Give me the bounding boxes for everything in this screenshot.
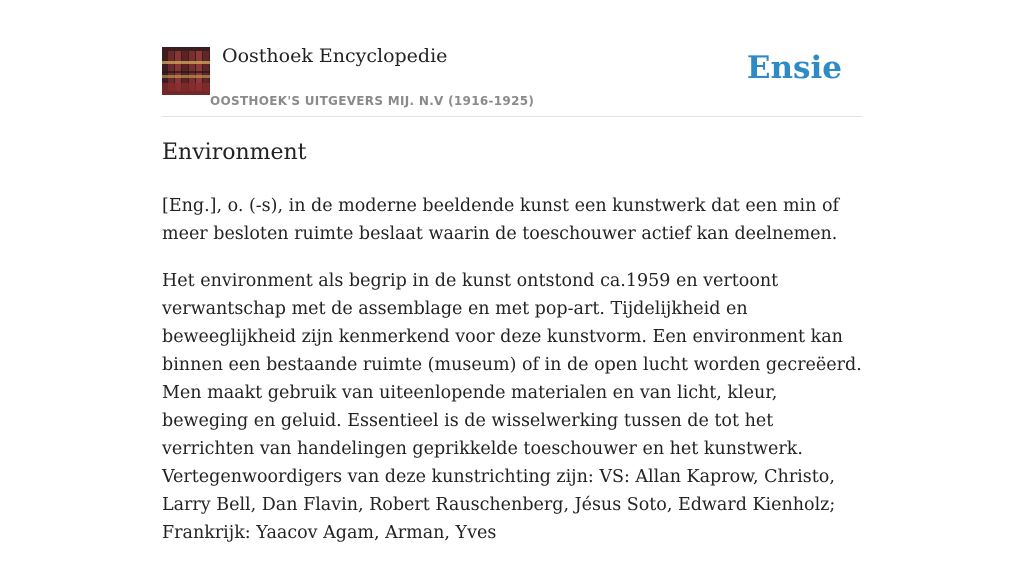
ensie-logo-link[interactable]: Ensie <box>746 50 842 86</box>
article-body <box>162 192 862 566</box>
article-paragraph: [Eng.], o. (-s), in de moderne beeldende kunst een kunstwerk dat een min of meer besloten ruimte beslaat waarin de toeschouwer actief kan deelnemen. <box>162 196 839 244</box>
source-name[interactable]: Oosthoek Encyclopedie <box>222 45 448 67</box>
article-paragraph: Het environment als begrip in de kunst ontstond ca.1959 en vertoont verwantschap met de assemblage en met pop-art. Tijdelijkheid en beweeglijkheid zijn kenmerkend voor deze kunstvorm. Een environment kan binnen een bestaande ruimte (museum) of in de open lucht worden gecreëerd. Men maakt gebruik van uiteenlopende materialen en van licht, kleur, beweging en geluid. Essentieel is de wisselwerking tussen de tot het verrichten van handelingen geprikkelde toeschouwer en het kunstwerk. Vertegenwoordigers van deze kunstrichting zijn: VS: Allan Kaprow, Christo, Larry Bell, Dan Flavin, Robert Rauschenberg, Jésus Soto, Edward Kienholz; Frankrijk: Yaacov Agam, Arman, Yves <box>162 271 862 543</box>
source-avatar[interactable] <box>162 47 210 95</box>
source-header <box>162 0 862 117</box>
book-spines-icon <box>162 47 210 95</box>
article-title: Environment <box>162 140 307 165</box>
publisher-label: OOSTHOEK'S UITGEVERS MIJ. N.V (1916-1925) <box>210 94 535 108</box>
